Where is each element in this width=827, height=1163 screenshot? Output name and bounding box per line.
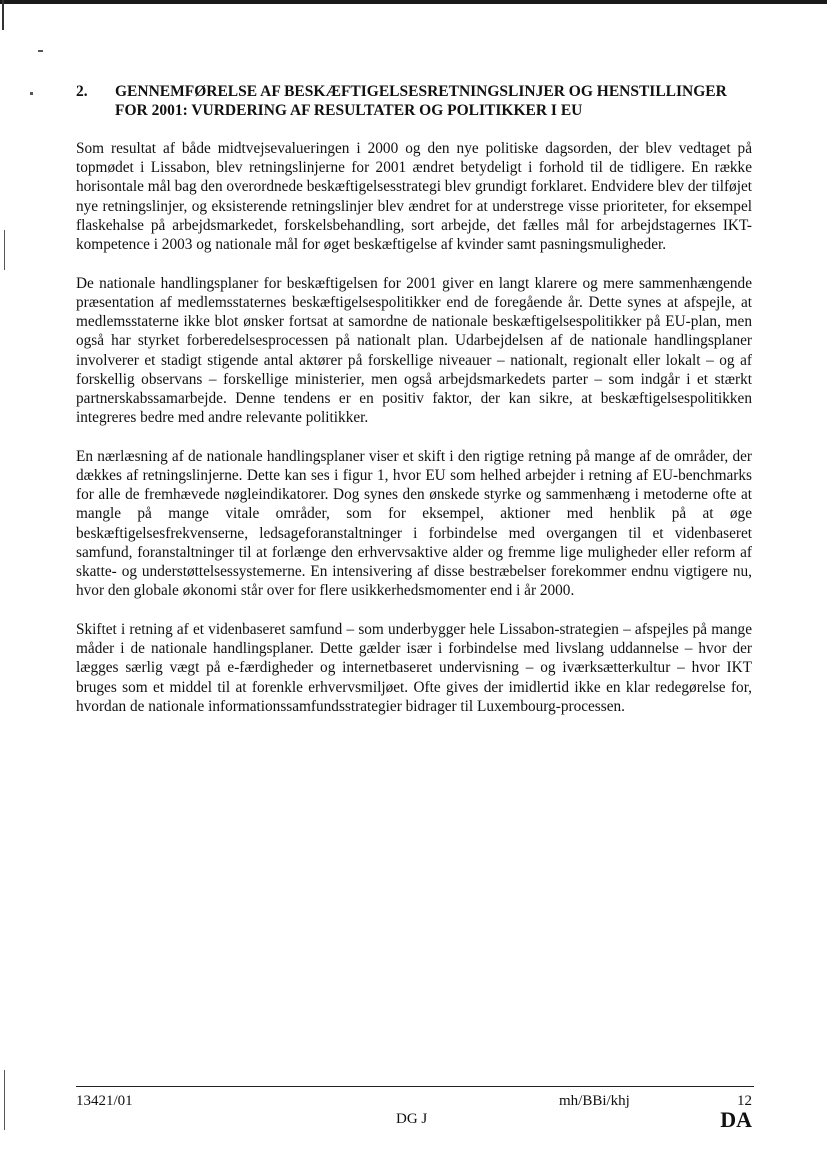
left-scan-edge <box>2 0 4 30</box>
paragraph-4: Skiftet i retning af et videnbaseret samfund – som underbygger hele Lissabon-strategien – afspejles på mange måder i de nationale handlingsplaner. Dette gælder især i forbindelse med livslang uddannelse – hvor der lægges særlig vægt på e-færdigheder og internetbaseret undervisning – og iværksætterkultur – hvor IKT bruges som et middel til at forenkle erhvervsmiljøet. Ofte gives der imidlertid ikke en klar redegørelse for, hvordan de nationale informationssamfundsstrategier bidrager til Luxembourg-processen. <box>76 620 752 715</box>
scan-mark <box>4 230 5 270</box>
footer-page-number: 12 <box>737 1093 752 1109</box>
paragraph-2: De nationale handlingsplaner for beskæftigelsen for 2001 giver en langt klarere og mere sammenhængende præsentation af medlemsstaternes beskæftigelsespolitikker end de foregående år. Dette synes at afspejle, at medlemsstaterne ikke blot ønsker fortsat at samordne de nationale beskæftigelsespolitikker på EU-plan, men også har styrket forberedelsesprocessen på nationalt plan. Udarbejdelsen af de nationale handlingsplaner involverer et stadigt stigende antal aktører på forskellige niveauer – nationalt, regionalt eller lokalt – og af forskellig observans – forskellige ministerier, men også arbejdsmarkedets parter – som indgår i et stærkt partnerskabssamarbejde. Denne tendens er en positiv faktor, der kan sikre, at beskæftigelsespolitikken integreres bedre med andre relevante politikker. <box>76 274 752 427</box>
scan-mark <box>4 1070 5 1130</box>
top-border-rule <box>0 0 827 4</box>
scan-mark <box>38 50 43 52</box>
footer-divider <box>76 1086 754 1087</box>
footer-document-number: 13421/01 <box>76 1093 133 1109</box>
section-title: GENNEMFØRELSE AF BESKÆFTIGELSESRETNINGSLINJER OG HENSTILLINGER FOR 2001: VURDERING AF RESULTATER OG POLITIKKER I EU <box>115 83 727 119</box>
section-number: 2. <box>76 83 88 100</box>
footer-language-code: DA <box>720 1107 752 1132</box>
scan-mark <box>30 92 33 95</box>
paragraph-3: En nærlæsning af de nationale handlingsplaner viser et skift i den rigtige retning på mange af de områder, der dækkes af retningslinjerne. Dette kan ses i figur 1, hvor EU som helhed arbejder i retning af EU-benchmarks for alle de fremhævede nøgleindikatorer. Dog synes den ønskede styrke og sammenhæng i metoderne ofte at mangle på mange vitale områder, som for eksempel, aktioner med henblik på at øge beskæftigelsesfrekvenserne, ledsageforanstaltninger i forbindelse med overgangen til et videnbaseret samfund, foranstaltninger til at forlænge den erhvervsaktive alder og fremme lige muligheder eller reform af skatte- og understøttelsessystemerne. En intensivering af disse bestræbelser forekommer endnu vigtigere nu, hvor den globale økonomi står over for flere usikkerhedsmomenter end i år 2000. <box>76 447 752 600</box>
section-heading <box>76 82 756 120</box>
footer-reference: mh/BBi/khj <box>559 1093 630 1109</box>
document-body <box>76 139 752 735</box>
paragraph-1: Som resultat af både midtvejsevalueringen i 2000 og den nye politiske dagsorden, der blev vedtaget på topmødet i Lissabon, blev retningslinjerne for 2001 ændret betydeligt i forhold til de tidligere. En række horisontale mål bag den overordnede beskæftigelsesstrategi blev grundigt forklaret. Endvidere blev der tilføjet nye retningslinjer, og eksisterende retningslinjer blev ændret for at understrege visse prioriteter, for eksempel flaskehalse på arbejdsmarkedet, forskelsbehandling, sort arbejde, det fælles mål for arbejdstagernes IKT-kompetence i 2003 og nationale mål for øget beskæftigelse af kvinder samt pasningsmuligheder. <box>76 140 752 254</box>
footer-directorate: DG J <box>396 1111 428 1127</box>
